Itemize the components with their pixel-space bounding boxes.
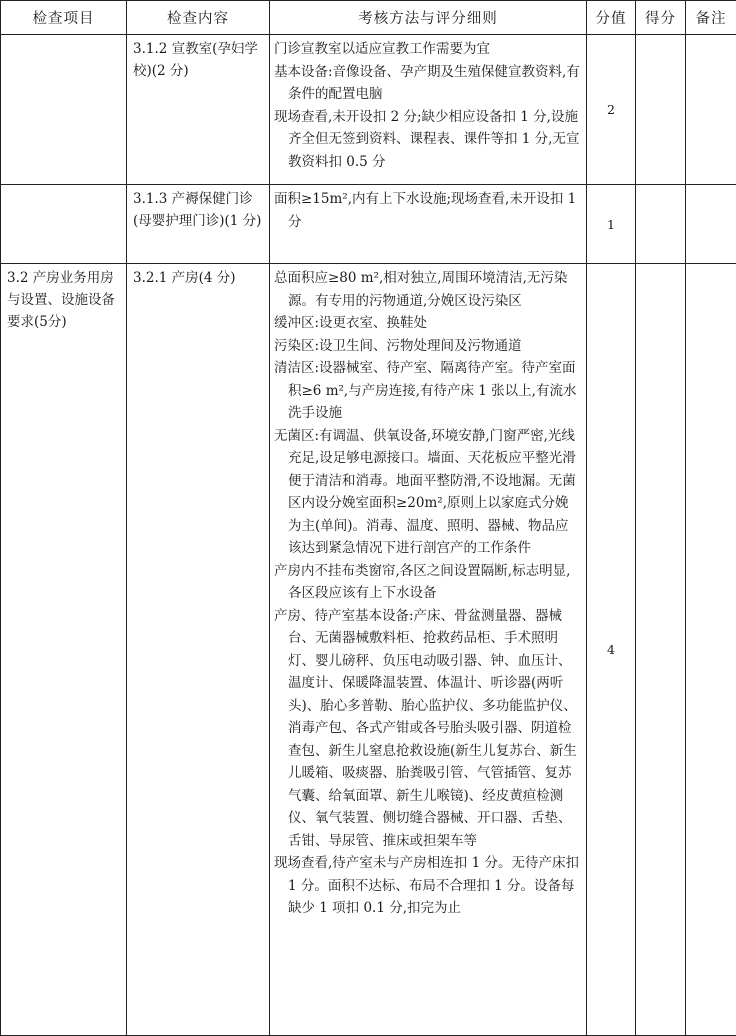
method-cell: [270, 264, 587, 1036]
header-item: 检查项目: [1, 1, 127, 35]
header-score: 分值: [587, 1, 636, 35]
score-cell: 4: [587, 264, 636, 1036]
method-paragraph: 现场查看,未开设扣 2 分;缺少相应设备扣 1 分,设施齐全但无签到资料、课程表、课件等扣 1 分,无宣教资料扣 0.5 分: [274, 106, 580, 174]
method-cell: [270, 185, 587, 264]
note-cell: [686, 185, 736, 264]
header-method: 考核方法与评分细则: [270, 1, 587, 35]
note-cell: [686, 35, 736, 185]
got-cell: [636, 35, 686, 185]
table-row: [1, 264, 736, 1036]
method-paragraph: 现场查看,待产室未与产房相连扣 1 分。无待产床扣 1 分。面积不达标、布局不合理扣 1 分。设备每缺少 1 项扣 0.1 分,扣完为止: [274, 852, 580, 920]
method-paragraph: 缓冲区:设更衣室、换鞋处: [274, 312, 580, 335]
content-cell: 3.2.1 产房(4 分): [127, 264, 270, 1036]
method-paragraph: 基本设备:音像设备、孕产期及生殖保健宣教资料,有条件的配置电脑: [274, 61, 580, 106]
method-paragraph: 产房、待产室基本设备:产床、骨盆测量器、器械台、无菌器械敷料柜、抢救药品柜、手术照明灯、婴儿磅秤、负压电动吸引器、钟、血压计、温度计、保暖降温装置、体温计、听诊器(两听头)、胎心多普勒、胎心监护仪、多功能监护仪、消毒产包、各式产钳或各号胎头吸引器、阴道检查包、新生儿窒息抢救设施(新生儿复苏台、新生儿暖箱、吸痰器、胎粪吸引管、气管插管、复苏气囊、给氧面罩、新生儿喉镜)、经皮黄疸检测仪、氧气装置、侧切缝合器械、开口器、舌垫、舌钳、导尿管、推床或担架车等: [274, 605, 580, 853]
item-cell: [1, 35, 127, 185]
note-cell: [686, 264, 736, 1036]
method-paragraph: 污染区:设卫生间、污物处理间及污物通道: [274, 335, 580, 358]
score-cell: 1: [587, 185, 636, 264]
item-cell: [1, 185, 127, 264]
header-note: 备注: [686, 1, 736, 35]
method-paragraph: 产房内不挂布类窗帘,各区之间设置隔断,标志明显,各区段应该有上下水设备: [274, 560, 580, 605]
method-paragraph: 面积≥15m²,内有上下水设施;现场查看,未开设扣 1 分: [274, 188, 580, 233]
header-got: 得分: [636, 1, 686, 35]
table-row: [1, 35, 736, 185]
method-paragraph: 门诊宣教室以适应宣教工作需要为宜: [274, 38, 580, 61]
method-paragraph: 清洁区:设器械室、待产室、隔离待产室。待产室面积≥6 m²,与产房连接,有待产床 1 张以上,有流水洗手设施: [274, 357, 580, 425]
content-cell: 3.1.2 宣教室(孕妇学校)(2 分): [127, 35, 270, 185]
header-content: 检查内容: [127, 1, 270, 35]
table-row: [1, 185, 736, 264]
got-cell: [636, 264, 686, 1036]
got-cell: [636, 185, 686, 264]
method-paragraph: 无菌区:有调温、供氧设备,环境安静,门窗严密,光线充足,设足够电源接口。墙面、天花板应平整光滑便于清洁和消毒。地面平整防滑,不设地漏。无菌区内设分娩室面积≥20m²,原则上以家庭式分娩为主(单间)。消毒、温度、照明、器械、物品应该达到紧急情况下进行剖宫产的工作条件: [274, 425, 580, 560]
content-cell: 3.1.3 产褥保健门诊(母婴护理门诊)(1 分): [127, 185, 270, 264]
score-cell: 2: [587, 35, 636, 185]
method-paragraph: 总面积应≥80 m²,相对独立,周围环境清洁,无污染源。有专用的污物通道,分娩区设污染区: [274, 267, 580, 312]
method-cell: [270, 35, 587, 185]
item-cell: 3.2 产房业务用房与设置、设施设备要求(5分): [1, 264, 127, 1036]
header-row: [1, 1, 736, 35]
